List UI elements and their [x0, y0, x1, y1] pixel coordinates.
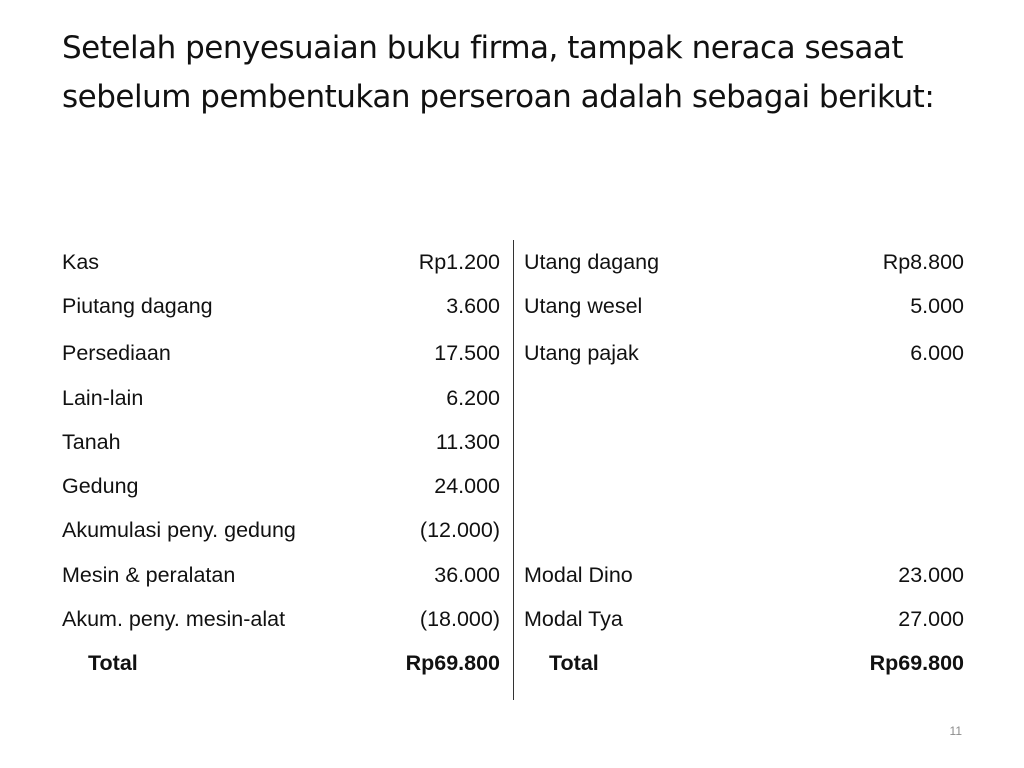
balance-row	[62, 288, 964, 324]
balance-row	[62, 424, 964, 460]
balance-row	[62, 468, 964, 504]
asset-amount: 24.000	[434, 474, 500, 498]
asset-label: Akumulasi peny. gedung	[62, 518, 296, 542]
asset-amount: 36.000	[434, 563, 500, 587]
liability-amount: Rp8.800	[882, 250, 964, 274]
balance-row	[62, 380, 964, 416]
equity-amount: 23.000	[898, 563, 964, 587]
liabilities-equity-total-amount: Rp69.800	[869, 651, 964, 675]
balance-row	[62, 335, 964, 371]
balance-sheet	[62, 240, 964, 700]
asset-label: Tanah	[62, 430, 121, 454]
liability-amount: 5.000	[910, 294, 964, 318]
asset-label: Gedung	[62, 474, 139, 498]
asset-amount: (12.000)	[419, 518, 500, 542]
liability-amount: 6.000	[910, 341, 964, 365]
asset-label: Akum. peny. mesin-alat	[62, 607, 286, 631]
balance-row	[62, 512, 964, 548]
asset-amount: 11.300	[435, 430, 500, 454]
asset-amount: Rp1.200	[418, 250, 500, 274]
equity-label: Modal Tya	[524, 607, 623, 631]
slide-title: Setelah penyesuaian buku firma, tampak neraca sesaat sebelum pembentukan perseroan adalah sebagai berikut:	[62, 30, 935, 115]
asset-label: Mesin & peralatan	[62, 563, 236, 587]
asset-amount: 17.500	[434, 341, 500, 365]
asset-label: Piutang dagang	[62, 294, 213, 318]
balance-row	[62, 601, 964, 637]
liabilities-equity-total-label: Total	[549, 651, 599, 675]
asset-amount: 3.600	[446, 294, 500, 318]
page-number: 11	[949, 724, 962, 738]
asset-label: Lain-lain	[62, 386, 144, 410]
liability-label: Utang dagang	[524, 250, 660, 274]
assets-total-label: Total	[88, 651, 138, 675]
total-row	[62, 645, 964, 681]
asset-label: Kas	[62, 250, 100, 274]
asset-amount: 6.200	[446, 386, 500, 410]
liability-label: Utang pajak	[524, 341, 639, 365]
equity-amount: 27.000	[898, 607, 964, 631]
equity-label: Modal Dino	[524, 563, 633, 587]
liability-label: Utang wesel	[524, 294, 643, 318]
assets-total-amount: Rp69.800	[405, 651, 500, 675]
balance-row	[62, 557, 964, 593]
balance-row	[62, 244, 964, 280]
asset-label: Persediaan	[62, 341, 171, 365]
asset-amount: (18.000)	[419, 607, 500, 631]
